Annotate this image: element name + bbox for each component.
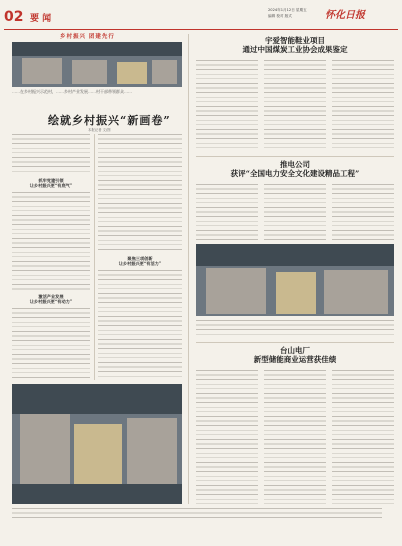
article-text bbox=[196, 370, 258, 504]
section-divider bbox=[196, 342, 394, 343]
editor-line: 编辑 校对 版式 bbox=[268, 14, 292, 18]
article-title-energy-storage: 台山电厂 新型储能商业运营获佳绩 bbox=[253, 346, 337, 364]
power-plant-photo bbox=[196, 244, 394, 316]
section-divider bbox=[196, 156, 394, 157]
photo-caption-text bbox=[196, 320, 394, 338]
article-text bbox=[332, 60, 394, 152]
article-text bbox=[332, 184, 394, 240]
article-text bbox=[264, 184, 326, 240]
header-rule bbox=[4, 29, 398, 30]
issue-date: 2024年1月12日 星期五 bbox=[268, 8, 307, 12]
article-text bbox=[332, 370, 394, 504]
feature-title: 绘就乡村振兴“新画卷” bbox=[48, 114, 171, 127]
article-text bbox=[264, 370, 326, 504]
article-text bbox=[12, 308, 90, 380]
masthead-logo: 怀化日报 bbox=[325, 10, 365, 21]
article-text bbox=[12, 134, 90, 174]
subhead-party-building: 抓牢党建引领 让乡村振兴更“有底气” bbox=[29, 178, 73, 188]
subhead-industry: 激活产业发展 让乡村振兴更“有动力” bbox=[29, 294, 73, 304]
article-text bbox=[196, 184, 258, 240]
article-text bbox=[12, 192, 90, 290]
article-text bbox=[196, 60, 258, 152]
article-title-shoe-project: 宇爱智能鞋业项目 通过中国煤炭工业协会成果鉴定 bbox=[242, 36, 348, 54]
page-number: 02 bbox=[4, 9, 24, 25]
article-text bbox=[264, 60, 326, 152]
article-text bbox=[98, 270, 182, 380]
photo-caption-text bbox=[12, 508, 382, 520]
article-title-power-safety: 推电公司 获评“全国电力安全文化建设精品工程” bbox=[230, 160, 360, 178]
top-feature-photo bbox=[12, 42, 182, 87]
subhead-innovation: 聚焦三项创新 让乡村振兴更“有活力” bbox=[118, 256, 162, 266]
article-text bbox=[98, 134, 182, 252]
section-name: 要 闻 bbox=[30, 14, 52, 24]
column-divider bbox=[94, 134, 95, 380]
photo-caption: ……在乡村振兴示范村，……乡村产业发展……村干部带领群众…… bbox=[12, 89, 132, 94]
bottom-feature-photo bbox=[12, 384, 182, 504]
feature-tagline: 乡村振兴 团建先行 bbox=[60, 34, 115, 40]
feature-byline: 本报记者 文/图 bbox=[88, 128, 111, 132]
page-column-divider bbox=[188, 34, 189, 504]
